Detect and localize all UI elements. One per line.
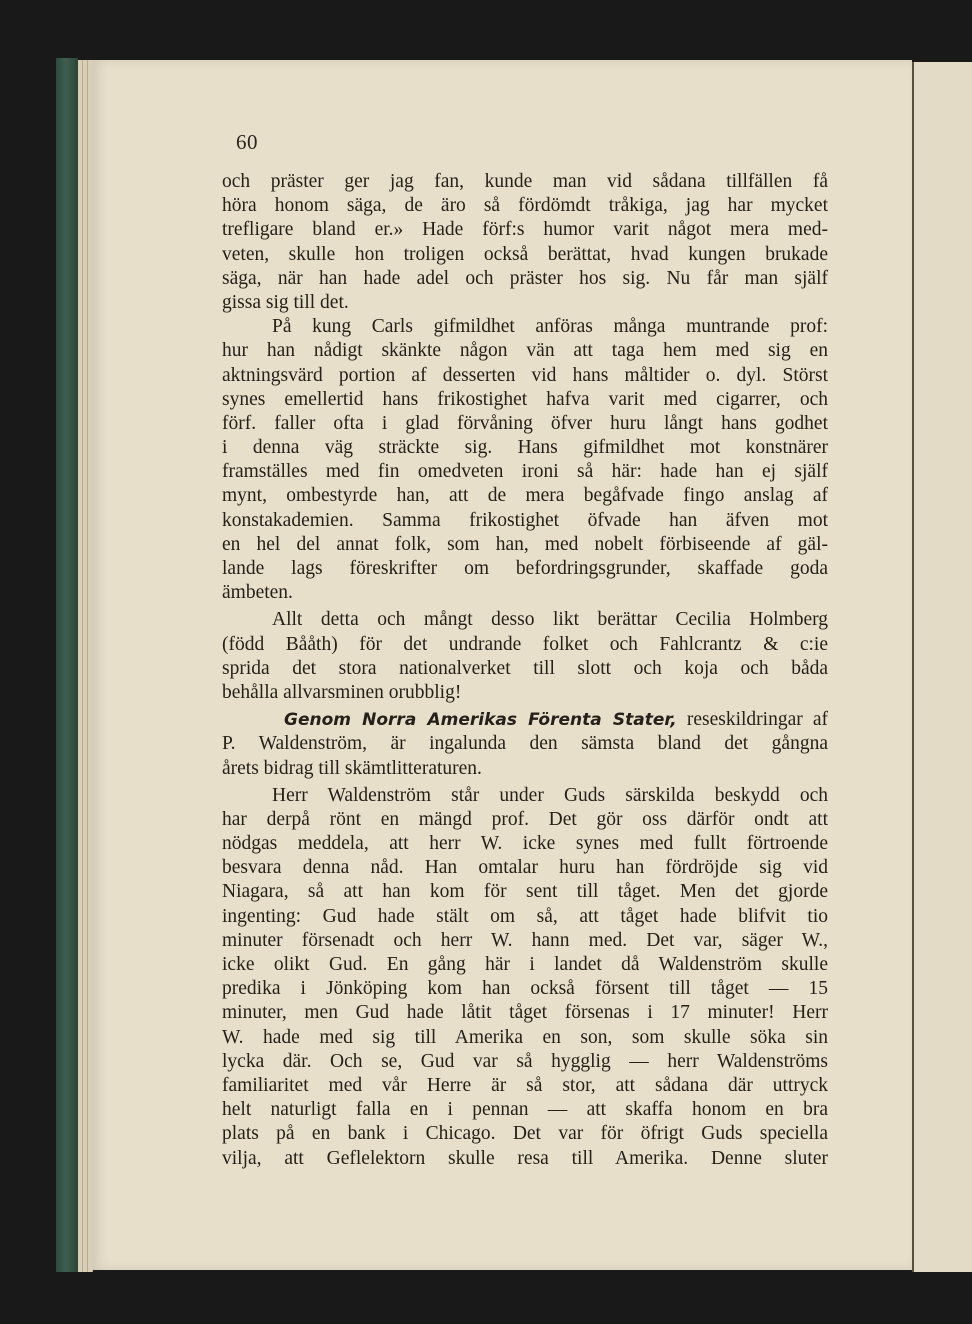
- text-line: ingenting: Gud hade stält om så, att tåget hade blifvit tio: [222, 905, 828, 927]
- text-line: icke olikt Gud. En gång här i landet då Waldenström skulle: [222, 954, 828, 975]
- text-line: sprida det stora nationalverket till slott och koja och båda: [222, 657, 828, 679]
- text-line: ämbeten.: [222, 582, 293, 604]
- text-line: Allt detta och mångt desso likt berättar Cecilia Holmberg: [272, 609, 828, 631]
- text-line: hur han nådigt skänkte någon vän att taga hem med sig en: [222, 340, 828, 362]
- text-line: behålla allvarsminen orubblig!: [222, 681, 462, 703]
- book-spine: [56, 58, 78, 1272]
- text-line: mynt, ombestyrde han, att de mera begåfvade fingo anslag af: [222, 485, 828, 507]
- text-line: minuter, men Gud hade låtit tåget försenas i 17 minuter! Herr: [222, 1002, 828, 1024]
- text-line: familiaritet med vår Herre är så stor, att sådana där uttryck: [222, 1074, 828, 1096]
- book-title-continuation: reseskildringar af: [686, 709, 828, 731]
- text-line: framställes med fin omedveten ironi så här: hade han ej själf: [222, 461, 828, 483]
- text-line: helt naturligt falla en i pennan — att skaffa honom en bra: [222, 1099, 828, 1121]
- text-line: lycka där. Och se, Gud var så hygglig — herr Waldenströms: [222, 1050, 828, 1072]
- text-line: en hel del annat folk, som han, med nobelt förbiseende af gäl-: [222, 533, 828, 555]
- text-line: årets bidrag till skämtlitteraturen.: [222, 757, 482, 779]
- text-line: W. hade med sig till Amerika en son, som skulle söka sin: [222, 1026, 828, 1048]
- text-line: och präster ger jag fan, kunde man vid sådana tillfällen få: [222, 171, 828, 192]
- text-line: (född Bååth) för det undrande folket och Fahlcrantz & c:ie: [222, 633, 828, 655]
- text-line: höra honom säga, de äro så fördömdt tråkiga, jag har mycket: [222, 195, 828, 217]
- facing-page-edge: [912, 62, 972, 1272]
- text-line: lande lags föreskrifter om befordringsgrunder, skaffade goda: [222, 558, 828, 579]
- text-line: synes emellertid hans frikostighet hafva varit med cigarrer, och: [222, 388, 828, 410]
- text-line: besvara denna nåd. Han omtalar huru han fördröjde sig vid: [222, 857, 828, 879]
- book-title-line: [222, 708, 828, 732]
- text-line: konstakademien. Samma frikostighet öfvade han äfven mot: [222, 509, 828, 531]
- text-line: plats på en bank i Chicago. Det var för öfrigt Guds speciella: [222, 1123, 828, 1145]
- text-line: gissa sig till det.: [222, 291, 349, 313]
- text-line: vilja, att Geflelektorn skulle resa till Amerika. Denne sluter: [222, 1147, 828, 1169]
- text-line: predika i Jönköping kom han också försent till tåget — 15: [222, 978, 828, 1000]
- text-line: Herr Waldenström står under Guds särskilda beskydd och: [272, 784, 828, 806]
- text-line: veten, skulle hon troligen också berättat, hvad kungen brukade: [222, 243, 828, 265]
- text-line: förf. faller ofta i glad förvåning öfver huru långt hans godhet: [222, 412, 828, 434]
- text-line: i denna väg sträckte sig. Hans gifmildhet mot konstnärer: [222, 437, 828, 459]
- text-line: På kung Carls gifmildhet anföras många muntrande prof:: [272, 316, 828, 338]
- text-line: säga, när han hade adel och präster hos sig. Nu får man själf: [222, 267, 828, 289]
- book-title: Genom Norra Amerikas Förenta Stater,: [284, 710, 677, 731]
- text-line: har derpå rönt en mängd prof. Det gör oss därför ondt att: [222, 808, 828, 830]
- text-line: aktningsvärd portion af desserten vid hans måltider o. dyl. Störst: [222, 364, 828, 386]
- text-line: nödgas meddela, att herr W. icke synes med fullt förtroende: [222, 833, 828, 855]
- text-line: trefligare bland er.» Hade förf:s humor varit något mera med-: [222, 219, 828, 241]
- page-number: 60: [236, 130, 258, 154]
- page-text: [222, 170, 828, 1171]
- text-line: minuter försenadt och herr W. hann med. Det var, säger W.,: [222, 929, 828, 951]
- text-line: P. Waldenström, är ingalunda den sämsta bland det gångna: [222, 733, 828, 755]
- text-line: Niagara, så att han kom för sent till tåget. Men det gjorde: [222, 881, 828, 903]
